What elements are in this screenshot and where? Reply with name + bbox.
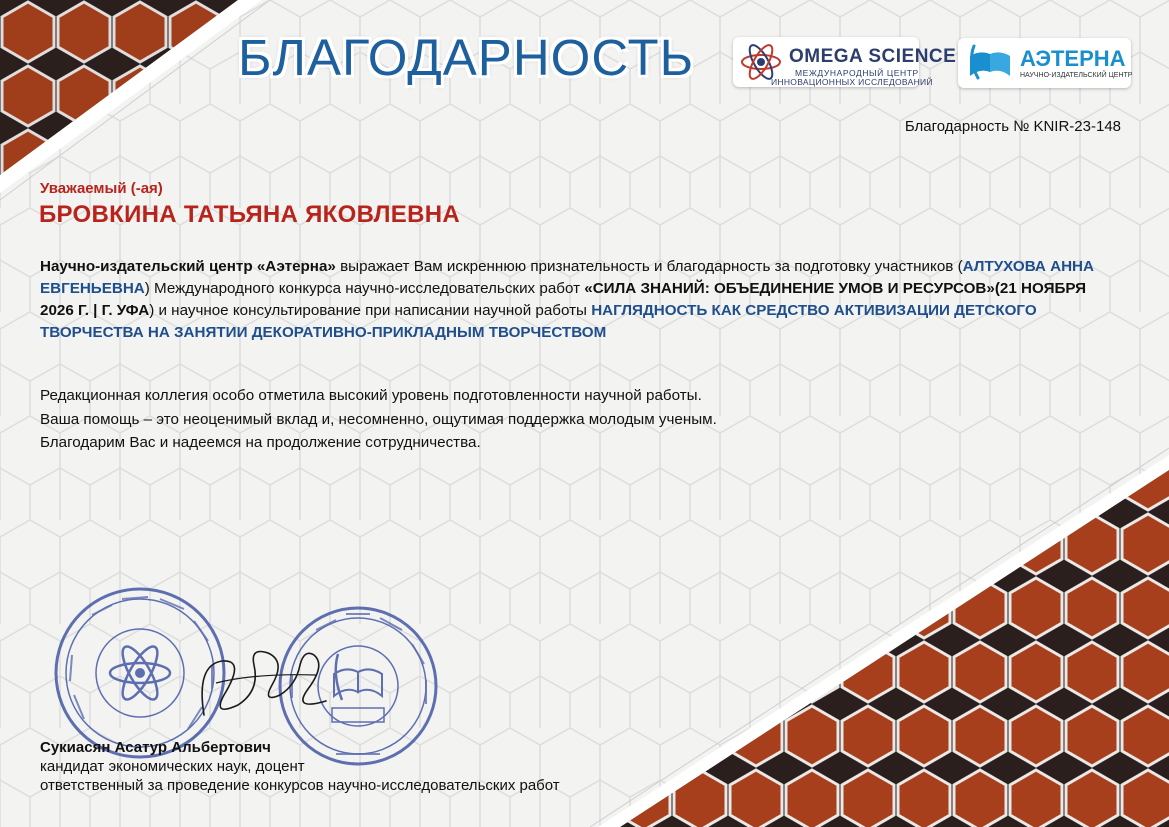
- signer-name: Сукиасян Асатур Альбертович: [40, 739, 271, 756]
- book-quill-icon: [964, 42, 1016, 84]
- closing-paragraph: [40, 384, 717, 455]
- organization-name: Научно-издательский центр «Аэтерна»: [40, 258, 336, 275]
- signature: [176, 625, 336, 735]
- closing-line-2: Ваша помощь – это неоценимый вклад и, несомненно, ощутимая поддержка молодым ученым.: [40, 410, 717, 428]
- greeting: Уважаемый (-ая): [40, 180, 163, 197]
- aeterna-logo-subtitle: НАУЧНО-ИЗДАТЕЛЬСКИЙ ЦЕНТР: [1020, 72, 1133, 79]
- closing-line-3: Благодарим Вас и надеемся на продолжение сотрудничества.: [40, 434, 481, 451]
- gratitude-text: [40, 256, 1115, 344]
- recipient-name: БРОВКИНА ТАТЬЯНА ЯКОВЛЕВНА: [39, 201, 460, 228]
- contest-date-place: (21 НОЯБРЯ 2026 Г. | Г. УФА: [40, 280, 1087, 319]
- gratitude-text-part-3: ) и научное консультирование при написании научной работы: [149, 302, 592, 319]
- certificate-title: БЛАГОДАРНОСТЬ: [238, 29, 695, 86]
- work-title: НАГЛЯДНОСТЬ КАК СРЕДСТВО АКТИВИЗАЦИИ ДЕТСКОГО ТВОРЧЕСТВА НА ЗАНЯТИИ ДЕКОРАТИВНО-ПРИКЛАДНЫМ ТВОРЧЕСТВОМ: [40, 302, 1037, 341]
- signer-role: ответственный за проведение конкурсов научно-исследовательских работ: [40, 777, 560, 794]
- gratitude-text-part-2: ) Международного конкурса научно-исследовательских работ: [144, 280, 585, 297]
- omega-logo-subtitle-1: МЕЖДУНАРОДНЫЙ ЦЕНТР: [795, 68, 919, 78]
- aeterna-logo-name: АЭТЕРНА: [1020, 46, 1126, 71]
- closing-line-1: Редакционная коллегия особо отметила высокий уровень подготовленности научной работы.: [40, 387, 702, 404]
- omega-science-logo: [733, 37, 957, 87]
- omega-logo-subtitle-2: ИННОВАЦИОННЫХ ИССЛЕДОВАНИЙ: [771, 77, 933, 87]
- participant-name: АЛТУХОВА АННА ЕВГЕНЬЕВНА: [40, 258, 1094, 297]
- signer-block: [40, 738, 560, 795]
- signer-degree: кандидат экономических наук, доцент: [40, 758, 305, 775]
- omega-logo-name: OMEGA SCIENCE: [789, 46, 957, 67]
- aeterna-logo: [958, 38, 1131, 88]
- contest-name: «СИЛА ЗНАНИЙ: ОБЪЕДИНЕНИЕ УМОВ И РЕСУРСОВ»: [584, 280, 995, 297]
- certificate-number: Благодарность № KNIR-23-148: [904, 118, 1121, 135]
- gratitude-text-part-1: выражает Вам искреннюю признательность и благодарность за подготовку участников (: [335, 258, 963, 275]
